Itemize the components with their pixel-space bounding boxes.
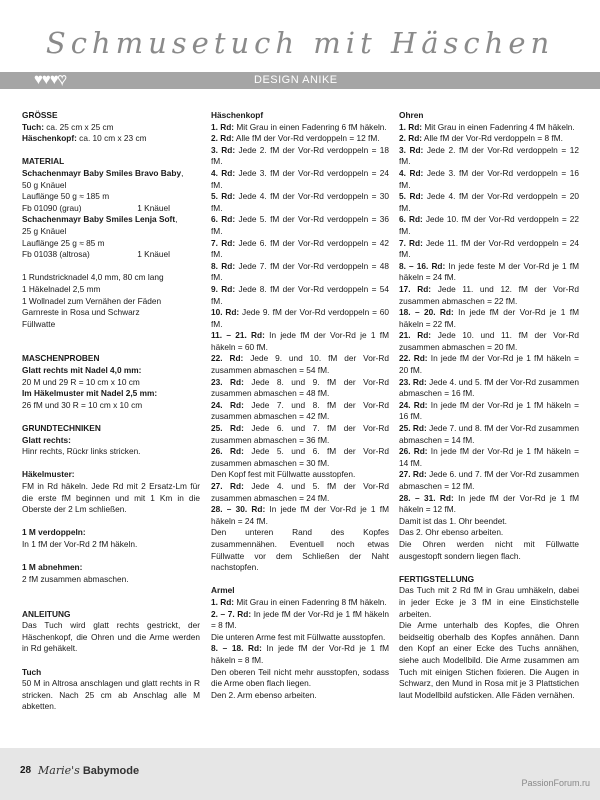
instruction-row: 8. Rd: Jede 7. fM der Vor-Rd verdoppeln = 48 fM. [211,260,389,283]
page-title: Schmusetuch mit Häschen [45,26,555,60]
instruction-row: Das 2. Ohr ebenso arbeiten. [399,527,504,538]
instruction-row: 24. Rd: Jede 7. und 8. fM der Vor-Rd zusammen abmaschen = 42 fM. [211,399,389,422]
instruction-row: 27. Rd: Jede 4. und 5. fM der Vor-Rd zusammen abmaschen = 24 fM. [211,481,389,503]
gauge-2: 26 fM und 30 R = 10 cm x 10 cm [22,399,143,410]
size-tuch: Tuch: ca. 25 cm x 25 cm [22,121,114,132]
instruction-row: Die unteren Arme fest mit Füllwatte ausstopfen. [211,631,386,642]
instruction-row: 8. – 18. Rd: In jede fM der Vor-Rd je 1 fM häkeln = 8 fM. [211,643,389,665]
instruction-row: 7. Rd: Jede 6. fM der Vor-Rd verdoppeln = 42 fM. [211,237,389,260]
instruction-list-ohren [399,122,579,563]
instruction-row: 8. – 16. Rd: In jede feste M der Vor-Rd je 1 fM häkeln = 24 fM. [399,260,579,283]
yarn-2: Schachenmayr Baby Smiles Lenja Soft, [22,214,178,225]
instruction-row: Die Ohren werden nicht mit Füllwatte ausgestopft sondern liegen flach. [399,538,579,561]
page-footer [0,748,600,800]
instruction-row: Damit ist das 1. Ohr beendet. [399,515,507,526]
section-heading-material: MATERIAL [22,156,65,167]
technique-verdoppeln-heading: 1 M verdoppeln: [22,527,86,538]
instruction-row: 26. Rd: Jede 5. und 6. fM der Vor-Rd zusammen abmaschen = 30 fM. [211,446,389,468]
instruction-row: 17. Rd: Jede 11. und 12. fM der Vor-Rd zusammen abmaschen = 22 fM. [399,283,579,306]
section-heading-ohren: Ohren [399,110,424,120]
instruction-row: 27. Rd: Jede 6. und 7. fM der Vor-Rd zusammen abmaschen = 12 fM. [399,469,579,491]
tuch-text: 50 M in Altrosa anschlagen und glatt rechts in R stricken. Nach 25 cm ab Anschlag alle M abketten. [22,678,200,712]
instruction-row: Den 2. Arm ebenso arbeiten. [211,689,317,700]
fertigstellung-text-2: Die Arme unterhalb des Kopfes, die Ohren beidseitig oberhalb des Kopfes annähen. Dann den Kopf an einer Ecke des Tuchs annähen, siehe auch Modellbild. Die Arme zusammen am Tuch mit einigen Stichen fixieren. Die Augen in Schwarz, den Mund in Rosa mit je 3 Plattstichen laut Modellbild aufsticken. Alle Fäden vernähen. [399,620,579,700]
column-3 [399,110,579,701]
magazine-name: Marie's Babymode [38,764,140,777]
yarn-1: Schachenmayr Baby Smiles Bravo Baby, [22,167,184,178]
section-heading-armel: Armel [211,585,235,596]
header-band [0,72,600,89]
technique-glatt: Hinr rechts, Rückr links stricken. [22,446,141,457]
instruction-row: 7. Rd: Jede 11. fM der Vor-Rd verdoppeln = 24 fM. [399,237,579,260]
section-heading-groesse: GRÖSSE [22,110,58,120]
yarn-1-weight: 50 g Knäuel [22,179,67,190]
instruction-row: 2. – 7. Rd: In jede fM der Vor-Rd je 1 fM häkeln = 8 fM. [211,608,389,631]
gauge-2-heading: Im Häkelmuster mit Nadel 2,5 mm: [22,388,158,399]
size-haeschenkopf: Häschenkopf: ca. 10 cm x 23 cm [22,133,147,144]
tool-item: 1 Wollnadel zum Vernähen der Fäden [22,295,162,306]
technique-glatt-heading: Glatt rechts: [22,434,71,445]
instruction-row: 18. – 20. Rd: In jede fM der Vor-Rd je 1 fM häkeln = 22 fM. [399,307,579,329]
instruction-row: 5. Rd: Jede 4. fM der Vor-Rd verdoppeln = 20 fM. [399,191,579,213]
hearts-icon: ♥♥♥♥ [34,71,66,88]
tool-item: Garnreste in Rosa und Schwarz [22,307,140,318]
designer-label: DESIGN ANIKE [254,74,338,86]
instruction-row: 3. Rd: Jede 2. fM der Vor-Rd verdoppeln = 18 fM. [211,144,389,167]
technique-abnehmen-heading: 1 M abnehmen: [22,562,83,573]
instruction-row: Den unteren Rand des Kopfes zusammennähen. Eventuell noch etwas Füllwatte vor dem Schließen der Naht nachstopfen. [211,527,389,573]
instruction-row: 2. Rd: Alle fM der Vor-Rd verdoppeln = 8 fM. [399,133,563,144]
instruction-row: 5. Rd: Jede 4. fM der Vor-Rd verdoppeln = 30 fM. [211,191,389,213]
instruction-row: 28. – 31. Rd: In jede fM der Vor-Rd je 1 fM häkeln = 12 fM. [399,492,579,515]
instruction-row: 10. Rd: Jede 9. fM der Vor-Rd verdoppeln = 60 fM. [211,307,389,329]
instruction-row: 1. Rd: Mit Grau in einen Fadenring 6 fM häkeln. [211,121,387,132]
instruction-row: 2. Rd: Alle fM der Vor-Rd verdoppeln = 12 fM. [211,133,380,144]
instruction-row: 6. Rd: Jede 5. fM der Vor-Rd verdoppeln = 36 fM. [211,214,389,236]
instruction-row: Den Kopf fest mit Füllwatte ausstopfen. [211,469,356,480]
section-heading-tuch: Tuch [22,666,42,677]
yarn-1-length: Lauflänge 50 g ≈ 185 m [22,191,110,202]
instruction-row: 4. Rd: Jede 3. fM der Vor-Rd verdoppeln = 24 fM. [211,167,389,190]
instruction-row: 25. Rd: Jede 6. und 7. fM der Vor-Rd zusammen abmaschen = 36 fM. [211,423,389,445]
instruction-row: 24. Rd: In jede fM der Vor-Rd je 1 fM häkeln = 16 fM. [399,399,579,422]
instruction-row: 23. Rd: Jede 8. und 9. fM der Vor-Rd zusammen abmaschen = 48 fM. [211,376,389,399]
tool-item: 1 Häkelnadel 2,5 mm [22,283,101,294]
technique-haekel: FM in Rd häkeln. Jede Rd mit 2 Ersatz-Lm für die erste fM beginnen und mit 1 Km in die Oberste der 2 Lm schließen. [22,481,200,515]
instruction-row: Den oberen Teil nicht mehr ausstopfen, sodass die Arme oben flach liegen. [211,666,389,689]
instruction-row: 26. Rd: In jede fM der Vor-Rd je 1 fM häkeln = 14 fM. [399,446,579,468]
technique-abnehmen: 2 fM zusammen abmaschen. [22,573,129,584]
gauge-1: 20 M und 29 R = 10 cm x 10 cm [22,376,140,387]
anleitung-text: Das Tuch wird glatt rechts gestrickt, der Häschenkopf, die Ohren und die Arme werden in Rd gehäkelt. [22,620,200,654]
instruction-row: 25. Rd: Jede 7. und 8. fM der Vor-Rd zusammen abmaschen = 14 fM. [399,423,579,445]
section-heading-anleitung: ANLEITUNG [22,608,71,619]
instruction-row: 1. Rd: Mit Grau in einen Fadenring 4 fM häkeln. [399,121,575,132]
yarn-2-length: Lauflänge 25 g ≈ 85 m [22,237,105,248]
technique-verdoppeln: In 1 fM der Vor-Rd 2 fM häkeln. [22,538,138,549]
fertigstellung-text-1: Das Tuch mit 2 Rd fM in Grau umhäkeln, dabei in jeder Ecke je 3 fM in eine Einstichstelle arbeiten. [399,585,579,619]
instruction-row: 1. Rd: Mit Grau in einen Fadenring 8 fM häkeln. [211,596,387,607]
tool-item: 1 Rundstricknadel 4,0 mm, 80 cm lang [22,272,164,283]
instruction-row: 28. – 30. Rd: In jede fM der Vor-Rd je 1 fM häkeln = 24 fM. [211,504,389,526]
section-heading-haeschenkopf: Häschenkopf [211,110,264,120]
column-1 [22,110,200,713]
yarn-2-weight: 25 g Knäuel [22,225,67,236]
instruction-row: 9. Rd: Jede 8. fM der Vor-Rd verdoppeln = 54 fM. [211,283,389,306]
column-2 [211,110,389,701]
section-heading-maschenproben: MASCHENPROBEN [22,353,100,364]
instruction-row: 22. Rd: Jede 9. und 10. fM der Vor-Rd zusammen abmaschen = 54 fM. [211,353,389,376]
instruction-list-armel [211,597,389,701]
tool-item: Füllwatte [22,318,56,329]
instruction-row: 4. Rd: Jede 3. fM der Vor-Rd verdoppeln = 16 fM. [399,167,579,190]
instruction-list-kopf [211,122,389,574]
instruction-row: 22. Rd: In jede fM der Vor-Rd je 1 fM häkeln = 20 fM. [399,353,579,376]
instruction-row: 11. – 21. Rd: In jede fM der Vor-Rd je 1 fM häkeln = 60 fM. [211,330,389,352]
section-heading-fertigstellung: FERTIGSTELLUNG [399,573,475,584]
page-number: 28 [20,765,32,776]
instruction-row: 23. Rd: Jede 4. und 5. fM der Vor-Rd zusammen abmaschen = 16 fM. [399,376,579,399]
yarn-2-color: Fb 01038 (altrosa) 1 Knäuel [22,249,170,260]
section-heading-grundtechniken: GRUNDTECHNIKEN [22,423,101,434]
instruction-row: 3. Rd: Jede 2. fM der Vor-Rd verdoppeln = 12 fM. [399,144,579,167]
watermark: PassionForum.ru [521,778,590,788]
gauge-1-heading: Glatt rechts mit Nadel 4,0 mm: [22,365,142,376]
instruction-row: 21. Rd: Jede 10. und 11. fM der Vor-Rd zusammen abmaschen = 20 fM. [399,330,579,352]
instruction-row: 6. Rd: Jede 10. fM der Vor-Rd verdoppeln = 22 fM. [399,214,579,236]
technique-haekel-heading: Häkelmuster: [22,469,75,480]
yarn-1-color: Fb 01090 (grau) 1 Knäuel [22,202,170,213]
